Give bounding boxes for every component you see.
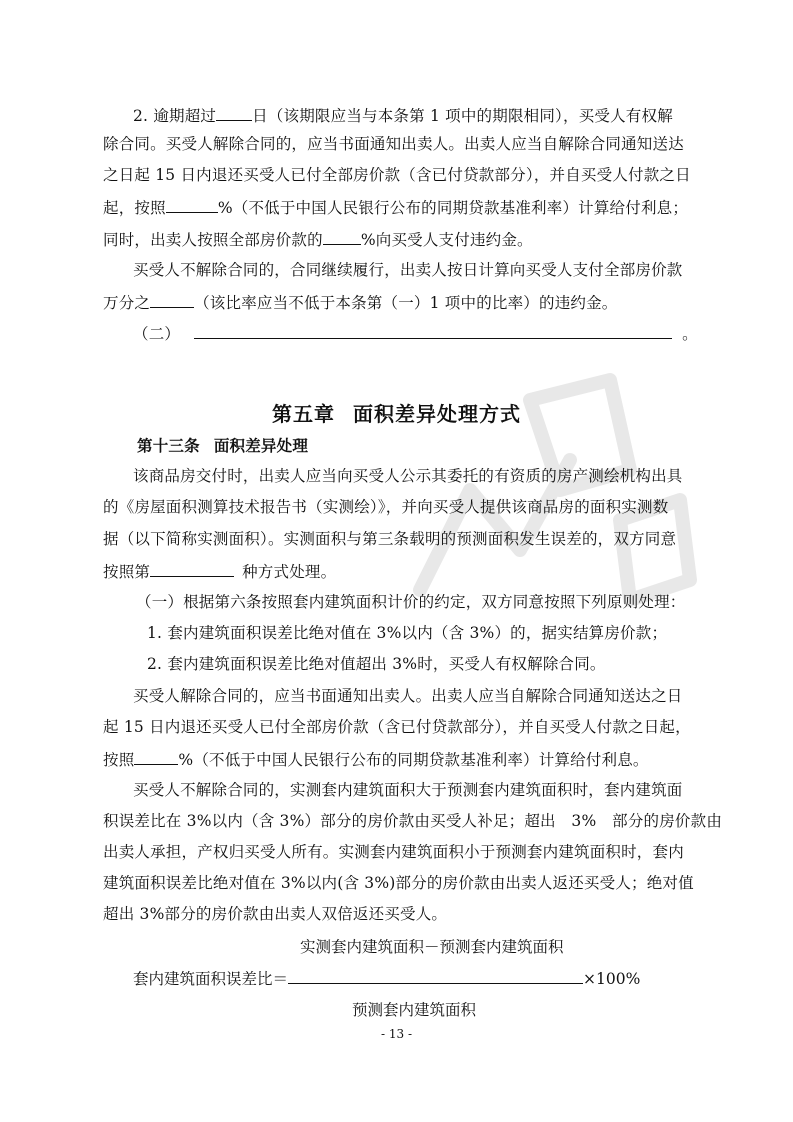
text-line: 2. 逾期超过 日（该期限应当与本条第 1 项中的期限相同），买受人有权解: [133, 104, 673, 126]
blank-field: [150, 291, 194, 308]
text-line: 买受人不解除合同的，实测套内建筑面积大于预测套内建筑面积时，套内建筑面: [133, 781, 683, 799]
fraction-bar: [288, 969, 583, 984]
text-line: 的《房屋面积测算技术报告书（实测绘）》，并向买受人提供该商品房的面积实测数: [103, 498, 669, 516]
text-line: 同时，出卖人按照全部房价款的 %向买受人支付违约金。: [103, 228, 533, 250]
blank-field: [134, 748, 178, 765]
page-number: - 13 -: [380, 1027, 412, 1041]
text-line: 据（以下简称实测面积）。实测面积与第三条载明的预测面积发生误差的，双方同意: [103, 530, 677, 548]
blank-field: [323, 228, 361, 245]
blank-field: [194, 322, 672, 339]
text-line: 起 15 日内退还买受人已付全部房价款（含已付贷款部分），并自买受人付款之日起，: [103, 718, 691, 736]
text-line: （一）根据第六条按照套内建筑面积计价的约定，双方同意按照下列原则处理：: [136, 593, 686, 611]
text-line: 买受人解除合同的，应当书面通知出卖人。出卖人应当自解除合同通知送达之日: [133, 687, 683, 705]
text-line: 超出 3%部分的房价款由出卖人双倍返还买受人。: [103, 905, 448, 923]
text-line: 该商品房交付时，出卖人应当向买受人公示其委托的有资质的房产测绘机构出具: [133, 467, 683, 485]
text-line: 积误差比在 3%以内（含 3%）部分的房价款由买受人补足；超出 3% 部分的房价款由: [103, 812, 723, 830]
blank-field: [166, 196, 218, 213]
text-line: 按照 %（不低于中国人民银行公布的同期贷款基准利率）计算给付利息。: [103, 748, 649, 770]
formula-denominator: 预测套内建筑面积: [352, 1001, 477, 1019]
text-line: 万分之 （该比率应当不低于本条第（一）1 项中的比率）的违约金。: [103, 291, 618, 313]
blank-field: [216, 104, 252, 121]
blank-field: [150, 560, 234, 577]
formula-line: 套内建筑面积误差比＝ ×100%: [133, 970, 641, 988]
text-line: 之日起 15 日内退还买受人已付全部房价款（含已付贷款部分），并自买受人付款之日: [103, 166, 691, 184]
text-line: 按照第 种方式处理。: [103, 560, 336, 582]
text-line: 除合同。买受人解除合同的，应当书面通知出卖人。出卖人应当自解除合同通知送达: [103, 135, 684, 153]
text-line: （二） 。: [133, 322, 698, 344]
text-line: 2. 套内建筑面积误差比绝对值超出 3%时，买受人有权解除合同。: [147, 655, 606, 673]
text-line: 1. 套内建筑面积误差比绝对值在 3%以内（含 3%）的，据实结算房价款；: [147, 624, 668, 642]
article-heading: 第十三条 面积差异处理: [137, 437, 309, 455]
text-line: 出卖人承担，产权归买受人所有。实测套内建筑面积小于预测套内建筑面积时，套内: [103, 843, 684, 861]
text-line: 买受人不解除合同的，合同继续履行，出卖人按日计算向买受人支付全部房价款: [133, 261, 683, 279]
text-line: 起，按照 %（不低于中国人民银行公布的同期贷款基准利率）计算给付利息；: [103, 196, 688, 218]
text-line: 建筑面积误差比绝对值在 3%以内(含 3%)部分的房价款由出卖人返还买受人；绝对值: [103, 874, 694, 892]
chapter-title: 第五章 面积差异处理方式: [272, 402, 521, 426]
formula-numerator: 实测套内建筑面积－预测套内建筑面积: [300, 938, 564, 956]
